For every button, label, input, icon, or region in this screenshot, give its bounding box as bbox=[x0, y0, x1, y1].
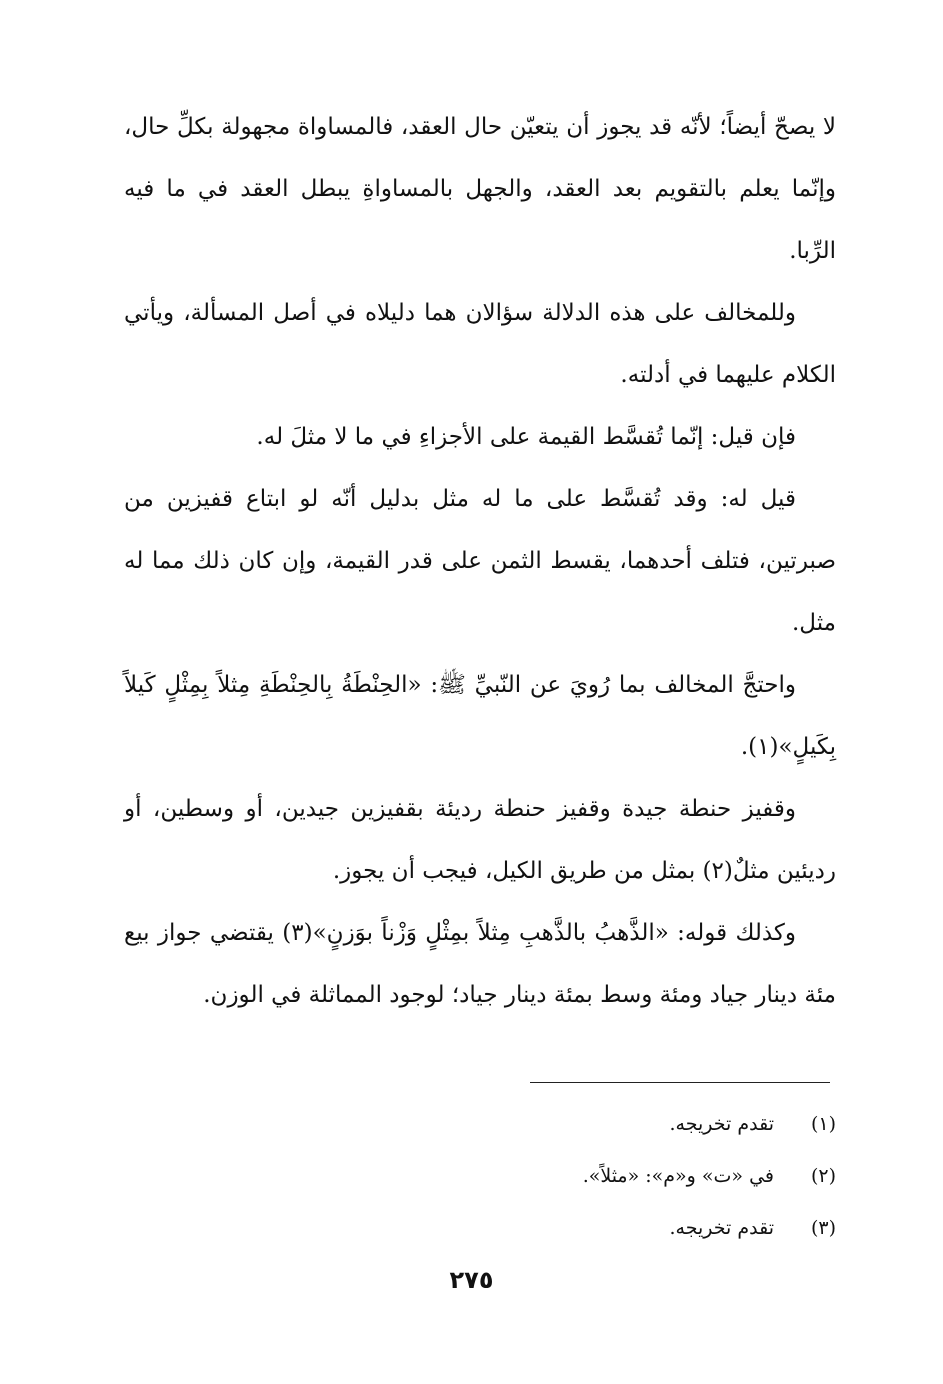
footnote-number: (١) bbox=[810, 1113, 836, 1135]
body-text bbox=[124, 96, 836, 1026]
footnote-3 bbox=[124, 1202, 836, 1254]
footnote-1 bbox=[124, 1098, 836, 1150]
footnote-number: (٢) bbox=[810, 1165, 836, 1187]
footnote-number: (٣) bbox=[810, 1217, 836, 1239]
paragraph-4: قيل له: وقد تُقسَّط على ما له مثل بدليل أنّه لو ابتاع قفيزين من صبرتين، فتلف أحدهما، يقسط الثمن على قدر القيمة، وإن كان ذلك مما له مثل. bbox=[124, 486, 836, 636]
paragraph-2: وللمخالف على هذه الدلالة سؤالان هما دليلاه في أصل المسألة، ويأتي الكلام عليهما في أدلته. bbox=[124, 300, 836, 388]
paragraph-3: فإن قيل: إنّما تُقسَّط القيمة على الأجزاءِ في ما لا مثلَ له. bbox=[256, 424, 796, 450]
paragraph-1: لا يصحّ أيضاً؛ لأنّه قد يجوز أن يتعيّن حال العقد، فالمساواة مجهولة بكلِّ حال، وإنّما يعلم بالتقويم بعد العقد، والجهل بالمساواةِ يبطل العقد في ما فيه الرِّبا. bbox=[124, 114, 836, 264]
footnote-2 bbox=[124, 1150, 836, 1202]
page-number: ٢٧٥ bbox=[449, 1266, 494, 1294]
paragraph-7: وكذلك قوله: «الذَّهبُ بالذَّهبِ مِثلاً بمِثْلٍ وَزْناً بوَزنٍ»(٣) يقتضي جواز بيع مئة دينار جياد ومئة وسط بمئة دينار جياد؛ لوجود المماثلة في الوزن. bbox=[124, 920, 836, 1008]
footnotes bbox=[124, 1098, 836, 1254]
footnote-text: في «ت» و«م»: «مثلاً». bbox=[582, 1165, 774, 1187]
footnote-text: تقدم تخريجه. bbox=[669, 1217, 774, 1239]
footnote-text: تقدم تخريجه. bbox=[669, 1113, 774, 1135]
footnote-divider bbox=[530, 1082, 830, 1083]
paragraph-6: وقفيز حنطة جيدة وقفيز حنطة رديئة بقفيزين جيدين، أو وسطين، أو رديئين مثلٌ(٢) بمثل من طريق الكيل، فيجب أن يجوز. bbox=[124, 796, 836, 884]
paragraph-5: واحتجَّ المخالف بما رُويَ عن النّبيِّ ﷺ: «الحِنْطَةُ بِالحِنْطَةِ مِثلاً بِمِثْلٍ كَيلاً بِكَيلٍ»(١). bbox=[124, 672, 836, 760]
